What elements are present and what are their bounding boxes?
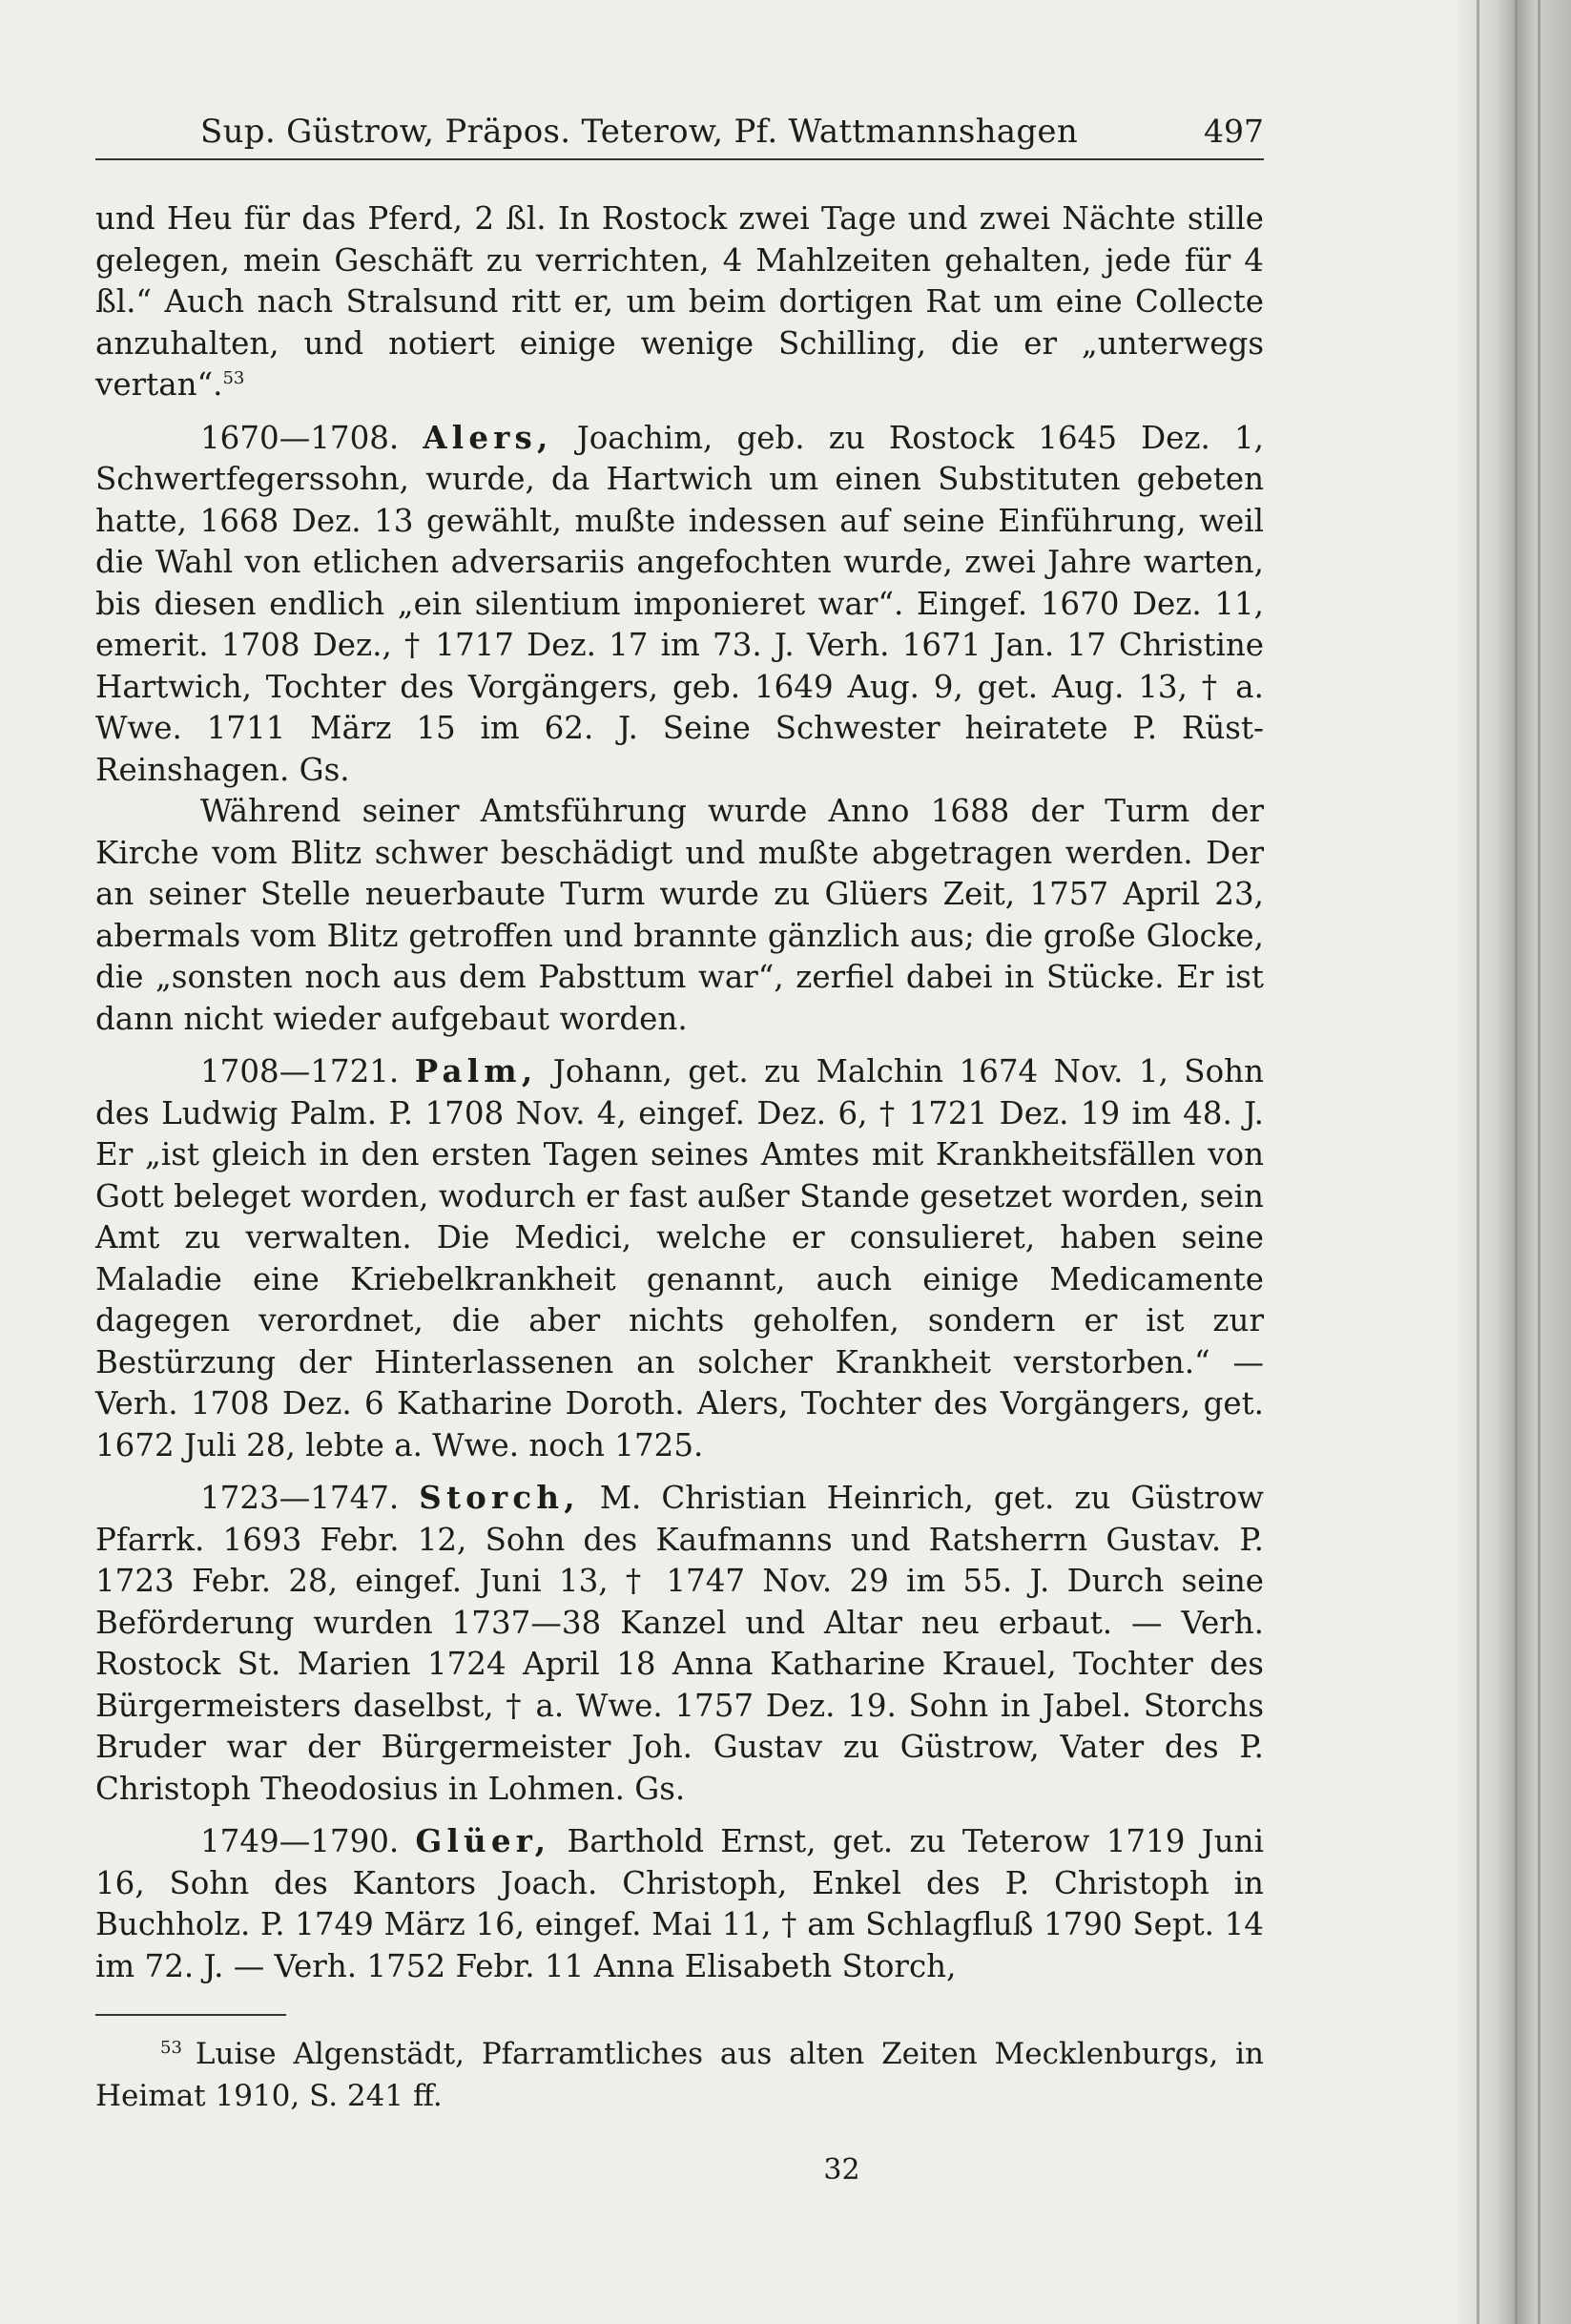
intro-paragraph <box>95 198 1264 406</box>
intro-text: und Heu für das Pferd, 2 ßl. In Rostock zwei Tage und zwei Nächte stille gelegen, mein Geschäft zu verrichten, 4 Mahlzeiten gehalten, jede für 4 ßl.“ Auch nach Stralsund ritt er, um beim dortigen Rat um eine Collecte anzuhalten, und notiert einige wenige Schilling, die er „unterwegs vertan“. <box>95 200 1264 403</box>
page-body <box>95 198 1264 2187</box>
footnote-number: 53 <box>160 2037 182 2058</box>
signature-mark: 32 <box>823 2153 860 2187</box>
scan-line <box>1515 0 1518 2324</box>
pastor-name: Glüer, <box>415 1822 551 1859</box>
book-page <box>95 113 1264 2187</box>
running-head <box>95 113 1264 160</box>
page-number: 497 <box>1204 113 1264 150</box>
entry-text: M. Christian Heinrich, get. zu Güstrow Pfarrk. 1693 Febr. 12, Sohn des Kaufmanns und Ratsherrn Gustav. P. 1723 Febr. 28, eingef. Juni 13, † 1747 Nov. 29 im 55. J. Durch seine Beförderung wurden 1737—38 Kanzel und Altar neu erbaut. — Verh. Rostock St. Marien 1724 April 18 Anna Katharine Krauel, Tochter des Bürgermeisters daselbst, † a. Wwe. 1757 Dez. 19. Sohn in Jabel. Storchs Bruder war der Bürgermeister Joh. Gustav zu Güstrow, Vater des P. Christoph Theodosius in Lohmen. Gs. <box>95 1480 1264 1807</box>
entry-text: Johann, get. zu Malchin 1674 Nov. 1, Sohn des Ludwig Palm. P. 1708 Nov. 4, eingef. Dez. 6, † 1721 Dez. 19 im 48. J. Er „ist gleich in den ersten Tagen seines Amtes mit Krankheitsfällen von Gott beleget worden, wodurch er fast außer Stande gesetzet worden, sein Amt zu verwalten. Die Medici, welche er consulieret, haben seine Maladie eine Kriebelkrankheit genannt, auch einige Medicamente dagegen verordnet, die aber nichts geholfen, sondern er ist zur Bestürzung der Hinterlassenen an solcher Krankheit verstorben.“ — Verh. 1708 Dez. 6 Katharine Doroth. Alers, Tochter des Vorgängers, get. 1672 Juli 28, lebte a. Wwe. noch 1725. <box>95 1053 1264 1463</box>
scan-line <box>1477 0 1479 2324</box>
pastor-name: Alers, <box>423 418 553 456</box>
scan-edge <box>1457 0 1571 2324</box>
running-title: Sup. Güstrow, Präpos. Teterow, Pf. Wattmannshagen <box>200 113 1079 151</box>
entry-years: 1708—1721. <box>200 1053 400 1089</box>
entry-years: 1749—1790. <box>200 1823 400 1859</box>
entry-alers-note: Während seiner Amtsführung wurde Anno 1688 der Turm der Kirche vom Blitz schwer beschädigt und mußte abgetragen werden. Der an seiner Stelle neuerbaute Turm wurde zu Glüers Zeit, 1757 April 23, abermals vom Blitz getroffen und brannte gänzlich aus; die große Glocke, die „sonsten noch aus dem Pabsttum war“, zerfiel dabei in Stücke. Er ist dann nicht wieder aufgebaut worden. <box>95 793 1264 1037</box>
entry-palm <box>95 1050 1264 1466</box>
pastor-name: Storch, <box>419 1479 580 1516</box>
footnote-rule <box>95 2014 286 2016</box>
pastor-name: Palm, <box>414 1052 538 1089</box>
entry-years: 1723—1747. <box>200 1480 400 1516</box>
entry-storch <box>95 1477 1264 1810</box>
entry-years: 1670—1708. <box>200 419 400 456</box>
entry-alers <box>95 417 1264 792</box>
entry-glueer <box>95 1820 1264 1987</box>
footnote <box>95 2033 1264 2117</box>
footnote-text: Luise Algenstädt, Pfarramtliches aus alten Zeiten Mecklenburgs, in Heimat 1910, S. 241 ff. <box>95 2037 1264 2113</box>
entry-text: Joachim, geb. zu Rostock 1645 Dez. 1, Schwertfegerssohn, wurde, da Hartwich um einen Substituten gebeten hatte, 1668 Dez. 13 gewählt, mußte indessen auf seine Einführung, weil die Wahl von etlichen adversariis angefochten wurde, zwei Jahre warten, bis diesen endlich „ein silentium imponieret war“. Eingef. 1670 Dez. 11, emerit. 1708 Dez., † 1717 Dez. 17 im 73. J. Verh. 1671 Jan. 17 Christine Hartwich, Tochter des Vorgängers, geb. 1649 Aug. 9, get. Aug. 13, † a. Wwe. 1711 März 15 im 62. J. Seine Schwester heiratete P. Rüst-Reinshagen. Gs. <box>95 419 1264 788</box>
entry-text: Barthold Ernst, get. zu Teterow 1719 Juni 16, Sohn des Kantors Joach. Christoph, Enkel des P. Christoph in Buchholz. P. 1749 März 16, eingef. Mai 11, † am Schlagfluß 1790 Sept. 14 im 72. J. — Verh. 1752 Febr. 11 Anna Elisabeth Storch, <box>95 1823 1264 1984</box>
scan-line <box>1538 0 1540 2324</box>
footnote-reference: 53 <box>222 368 245 389</box>
